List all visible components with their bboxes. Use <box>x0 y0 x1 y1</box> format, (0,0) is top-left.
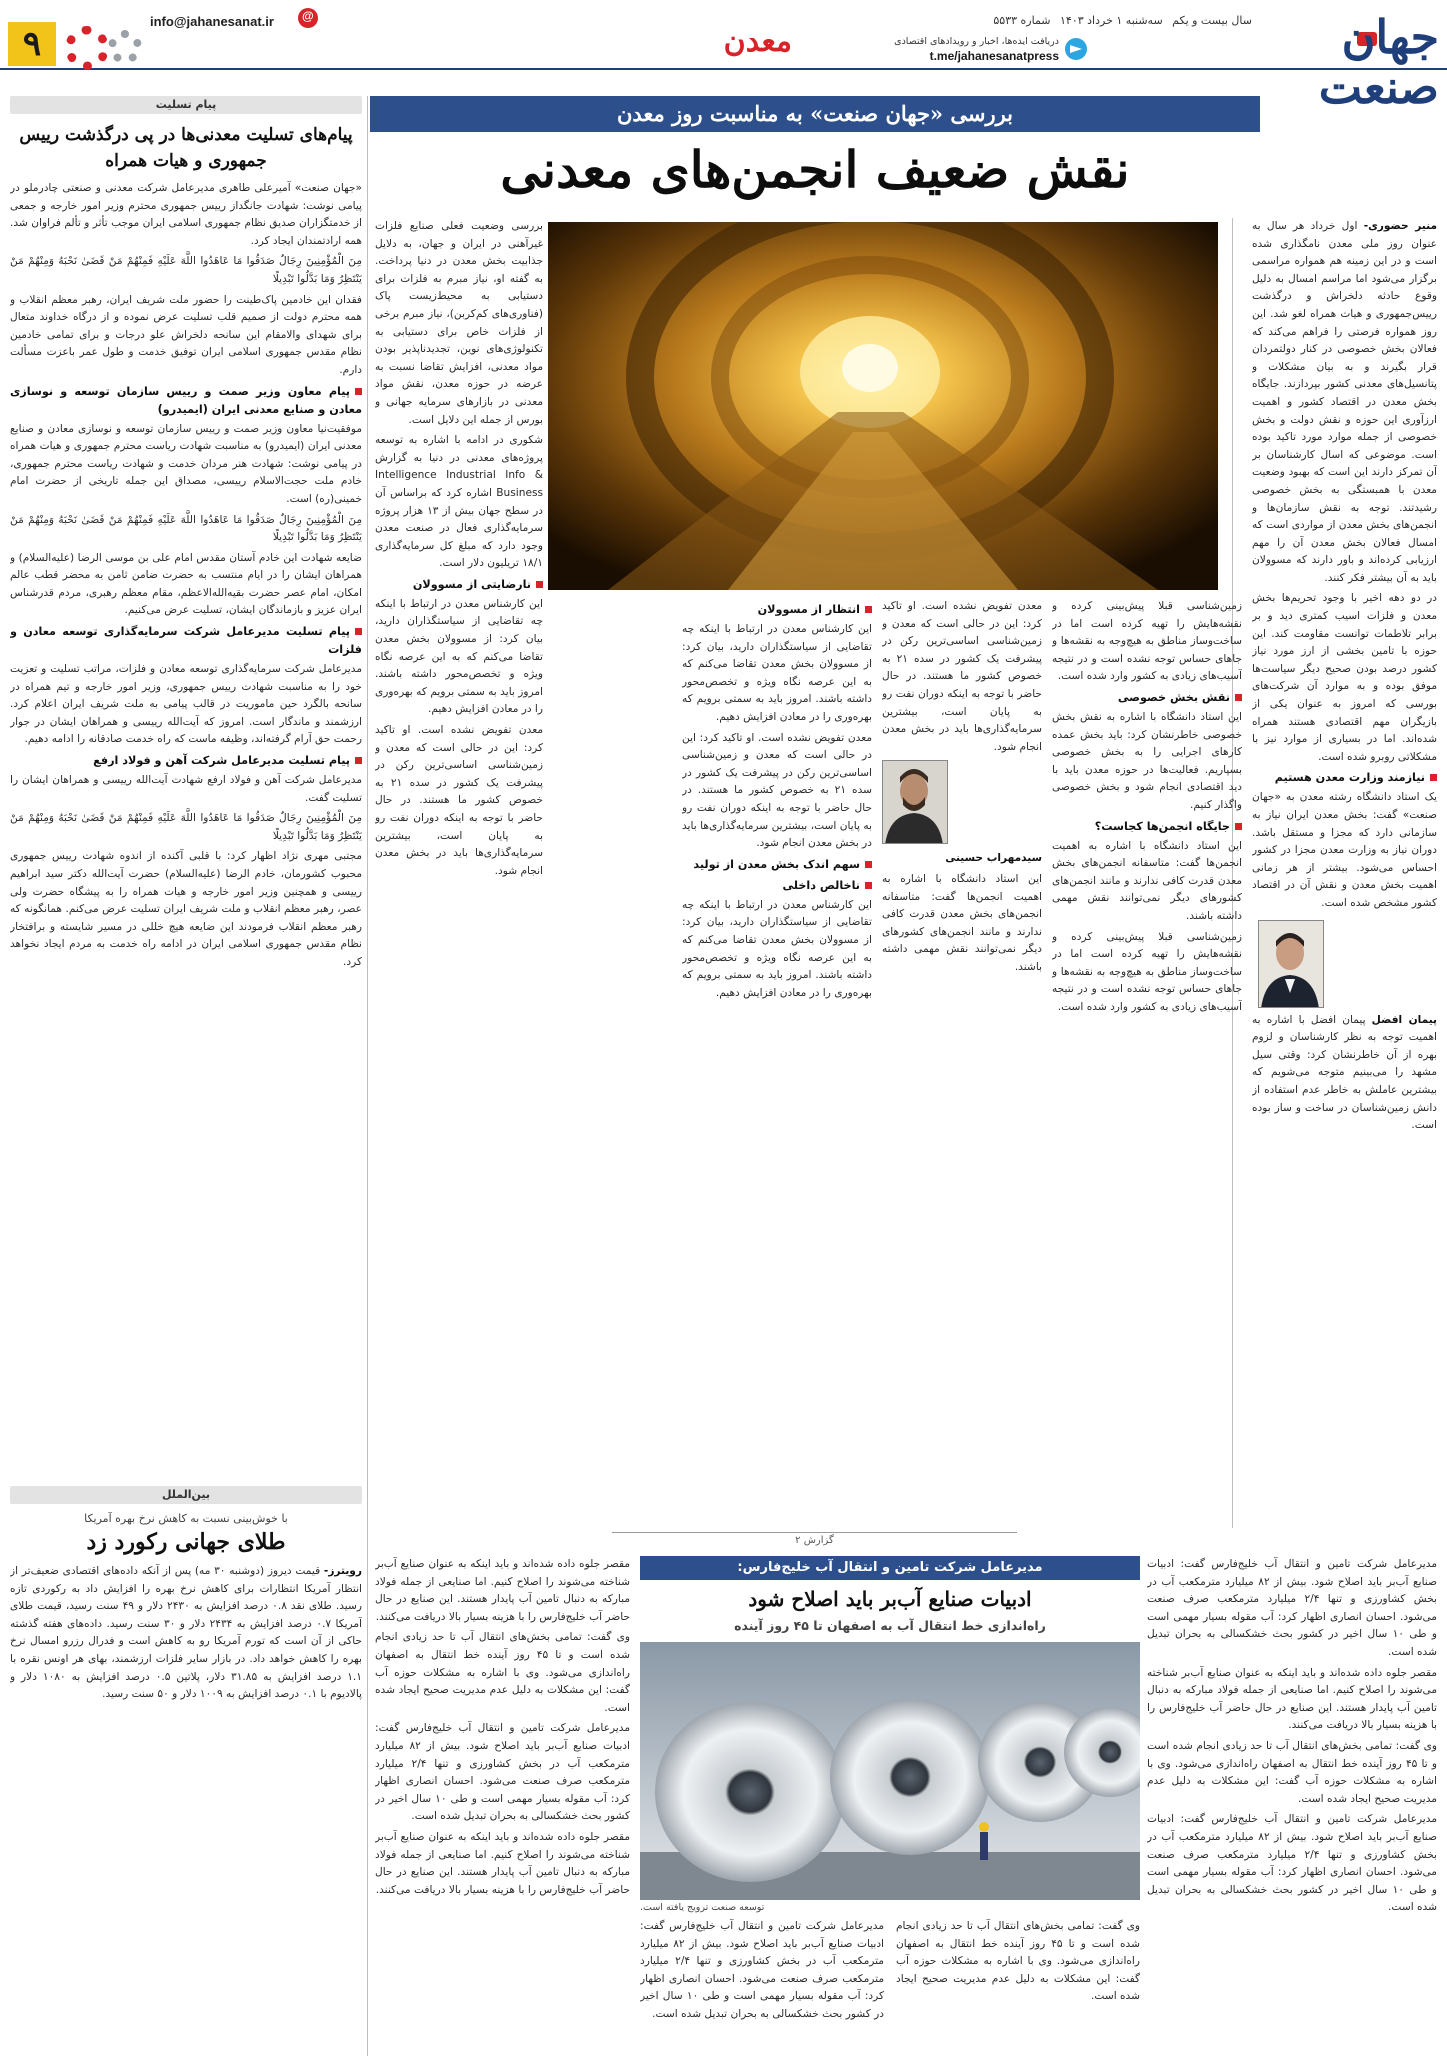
water-kicker: مدیرعامل شرکت تامین و انتقال آب خلیج‌فارس: <box>640 1556 1140 1580</box>
subheading: پیام معاون وزیر صمت و رییس سازمان توسعه و نوسازی معادن و صنایع معدنی ایران (ایمیدرو) <box>10 383 362 419</box>
photo-slot <box>1252 916 1437 1012</box>
gold-title: طلای جهانی رکورد زد <box>86 1529 286 1555</box>
paragraph: مدیرعامل شرکت سرمایه‌گذاری توسعه معادن و فلزات، مراتب تسلیت و تعزیت خود را به مناسبت شهادت رییس جمهوری، وزیر امور خارجه و تیم همراه در سانحه بالگرد حین ماموریت در قالب پیامی به ملت شریف ایران اعلام کرد. ارزشمند و ماندگار است. امروز که آیت‌الله رییسی و همراهان ایشان در جوار رحمت حق آرام گرفته‌اند، وظیفه ماست که راه خدمت صادقانه را ادامه دهیم. <box>10 663 362 746</box>
section-title: معدن <box>723 24 792 59</box>
paragraph <box>1252 218 1437 587</box>
steel-coils-photo <box>640 1642 1140 1900</box>
paragraph: مقصر جلوه داده شده‌اند و باید اینکه به عنوان صنایع آب‌بر شناخته می‌شوند را اصلاح کنیم. اما صنایعی از جمله فولاد مبارکه به دنبال تامین آب پایدار هستند. این صنایع در حال حاضر آب خلیج‌فارس را با هزینه بسیار بالا دریافت می‌کنند. <box>1147 1666 1437 1732</box>
feature-kicker: بررسی «جهان صنعت» به مناسبت روز معدن <box>370 96 1260 132</box>
paragraph: مدیرعامل شرکت تامین و انتقال آب خلیج‌فارس گفت: ادبیات صنایع آب‌بر باید اصلاح شود. بیش از ۸۲ میلیارد مترمکعب آب در بخش کشاورزی و تنها ۲/۴ میلیارد مترمکعب صرف صنعت می‌شود. احسان انصاری اظهار کرد: آب مقوله بسیار مهمی است و طی ۱۰ سال اخیر در کشور بحث خشکسالی به بحران تبدیل شده است. <box>1147 1813 1437 1914</box>
paragraph: مدیرعامل شرکت تامین و انتقال آب خلیج‌فارس گفت: ادبیات صنایع آب‌بر باید اصلاح شود. بیش از ۸۲ میلیارد مترمکعب آب در بخش کشاورزی و تنها ۲/۴ میلیارد مترمکعب صرف صنعت می‌شود. احسان انصاری اظهار کرد: آب مقوله بسیار مهمی است و طی ۱۰ سال اخیر در کشور بحث خشکسالی به بحران تبدیل شده است. <box>375 1722 630 1823</box>
paragraph: زمین‌شناسی قبلا پیش‌بینی کرده و نقشه‌هایش را تهیه کرده است اما در ساخت‌وساز مناطق به هیچ‌وجه به نقشه‌ها و جاهای حساس توجه نشده است و در نتیجه آسیب‌های زیادی به کشور وارد شده است. <box>1052 600 1242 683</box>
quran-verse: مِنَ الْمُؤْمِنِينَ رِجَالٌ صَدَقُوا مَا عَاهَدُوا اللَّهَ عَلَيْهِ فَمِنْهُمْ مَنْ قَضَىٰ نَحْبَهُ وَمِنْهُمْ مَنْ يَنْتَظِرُ وَمَا بَدَّلُوا تَبْدِيلًا <box>10 255 362 285</box>
paragraph: مدیرعامل شرکت تامین و انتقال آب خلیج‌فارس گفت: ادبیات صنایع آب‌بر باید اصلاح شود. بیش از ۸۲ میلیارد مترمکعب آب در بخش کشاورزی و تنها ۲/۴ میلیارد مترمکعب صرف صنعت می‌شود. احسان انصاری اظهار کرد: آب مقوله بسیار مهمی است و طی ۱۰ سال اخیر در کشور بحث خشکسالی به بحران تبدیل شده است. <box>640 1920 885 2020</box>
text: اول خرداد هر سال به عنوان روز ملی معدن نامگذاری شده است و در این زمینه هم همواره مراسمی برگزار می‌شود اما مراسم امسال به دلیل وقوع حادثه دلخراش و درگذشت رییس‌جمهوری و هیات همراه لغو شد. این روز همواره فرصتی را فراهم می‌کند که فعالان بخش خصوصی در کنار دولتمردان قرار بگیرند و به بیان مشکلات و پتانسیل‌های معدنی کشور بپردازند. جایگاه بخش معدن در اقتصاد کشور و اهمیت ارزآوری این حوزه و نقش دولت و بخش خصوصی از جمله موارد مورد تاکید بوده است. موضوعی که اسال کارشناسان بر آن تمرکز دارند این است که بهبود وضعیت معدن با همبستگی به بخش خصوصی رشیدتند. توجه به نقش سازمان‌ها و انجمن‌های بخش معدن از مواردی است که امسال فعالان بخش معدن آن را مهم ارزیابی کرده‌اند و باور دارند که مسوولان باید به آن بیشتر فکر کنند. <box>1252 220 1437 584</box>
water-headline: ادبیات صنایع آب‌بر باید اصلاح شود <box>748 1587 1032 1611</box>
feature-column-1 <box>1252 218 1437 1518</box>
telegram-link[interactable]: t.me/jahanesanatpress <box>929 49 1059 63</box>
subheading: ناخالص داخلی <box>682 877 872 895</box>
quran-verse: مِنَ الْمُؤْمِنِينَ رِجَالٌ صَدَقُوا مَا عَاهَدُوا اللَّهَ عَلَيْهِ فَمِنْهُمْ مَنْ قَضَىٰ نَحْبَهُ وَمِنْهُمْ مَنْ يَنْتَظِرُ وَمَا بَدَّلُوا تَبْدِيلًا <box>10 812 362 842</box>
section-tag: پیام تسلیت <box>10 96 362 114</box>
paragraph: فقدان این خادمین پاک‌طینت را حضور ملت شریف ایران، رهبر معظم انقلاب و همه محترم دولت از صمیم قلب تسلیت عرض نموده و از درگاه خداوند متعال برای شهدای والامقام این سانحه دلخراش علو درجات و برای تمامی خادمین نظام مقدس جمهوری اسلامی ایران توفیق خدمت و طول عمر باعزت مسألت دارم. <box>10 293 362 376</box>
feature-column-2 <box>1052 598 1242 1518</box>
report-label: گزارش ۲ <box>612 1532 1017 1548</box>
issue-date: سه‌شنبه ۱ خرداد ۱۴۰۳ <box>1060 14 1163 27</box>
paragraph <box>10 1563 362 1704</box>
condolence-body <box>10 180 362 972</box>
paragraph: موفقیت‌نیا معاون وزیر صمت و رییس سازمان توسعه و نوسازی معادن و صنایع معدنی ایران (ایمیدرو) به مناسبت شهادت ریاست محترم جمهوری و هیات همراه در پیامی نوشت: شهادت هنر مردان خدمت و شهادت ریاست محترم جمهوری، خادم ملت حجت‌الاسلام رییسی، مصداق این جمله تاریخی از حضرت امام خمینی(ره) است. <box>10 422 362 505</box>
email-address[interactable]: info@jahanesanat.ir <box>150 14 274 29</box>
feature-column-5 <box>375 218 543 1518</box>
subheading: جایگاه انجمن‌ها کجاست؟ <box>1052 818 1242 836</box>
paragraph: شکوری در ادامه با اشاره به توسعه پروژه‌های معدنی در دنیا به گزارش Intelligence Industrial Info & Business اشاره کرد که براساس آن در سطح جهان بیش از ۱۳ هزار پروژه سرمایه‌گذاری فعال در صنعت معدن وجود دارد که مبلغ کل سرمایه‌گذاری ۱۸/۱ تریلیون دلار است. <box>375 434 543 570</box>
paragraph: مجتبی مهری نژاد اظهار کرد: با قلبی آکنده از اندوه شهادت رییس جمهوری محبوب کشورمان، خادم الرضا (علیه‌السلام) حضرت آیت‌الله دکتر سید ابراهیم رییسی و همچنین وزیر امور خارجه و هیات همراه را به پیشگاه حضرت ولی عصر، رهبر معظم انقلاب و ملت شریف ایران تسلیت عرض می‌کنم. همانگونه که رهبر معظم انقلاب فرمودند این ضایعه هیچ خللی در مسیر شایسته و برافتخار نظام مقدس جمهوری اسلامی ایران در ادامه راه خدمت به مردم ایجاد نخواهد کرد. <box>10 850 362 968</box>
logo-text: جهان صنعت <box>1318 10 1439 114</box>
paragraph: این کارشناس معدن در ارتباط با اینکه چه تقاضایی از سیاستگذاران دارید، بیان کرد: از مسوولان بخش معدن تقاضا می‌کنم که به این عرصه نگاه ویژه و تخصص‌محور داشته باشند. امروز باید به سمتی برویم که بهره‌وری را در معادن افزایش دهیم. <box>682 623 872 723</box>
paragraph: زمین‌شناسی قبلا پیش‌بینی کرده و نقشه‌هایش را تهیه کرده است اما در ساخت‌وساز مناطق به هیچ‌وجه به نقشه‌ها و جاهای حساس توجه نشده است و در نتیجه آسیب‌های زیادی به کشور وارد شده است. <box>1052 930 1242 1013</box>
photo-slot <box>882 760 1042 846</box>
feature-column-4 <box>682 598 872 1518</box>
feature-column-3 <box>882 598 1042 1518</box>
paragraph: این استاد دانشگاه با اشاره به نقش بخش خصوصی خاطرنشان کرد: باید بخش عمده کارهای اجرایی را به بخش خصوصی بسپاریم. فعالیت‌ها در حوزه معدن باید با دید اقتصادی انجام شود و بخش خصوصی واگذار کنیم. <box>1052 710 1242 811</box>
condolence-title: پیام‌های تسلیت معدنی‌ها در پی درگذشت رییس جمهوری و هیات همراه <box>19 125 353 171</box>
photo-caption: پیمان افضل <box>1371 1013 1437 1026</box>
gear-red-icon <box>65 26 109 70</box>
feature-headline: نقش ضعیف انجمن‌های معدنی <box>500 140 1130 199</box>
gold-text: قیمت دیروز (دوشنبه ۳۰ مه) پس از آنکه داده‌های اقتصادی ضعیف‌تر از انتظار آمریکا انتظارات برای کاهش نرخ بهره را افزایش داد به رکوردی تازه رسید. طلای نقد ۰.۸ درصد افزایش به ۲۴۳۰ دلار و ۴۹ سنت رسید، قیمت طلای آمریکا ۰.۷ درصد افزایش به ۲۴۳۴ دلار و ۳۰ سنت رسید. داده‌های هفته گذشته حاکی از آن است که تورم آمریکا رو به کاهش است و فدرال رزرو امسال نرخ بهره را کاهش خواهد داد. در بازار سایر فلزات ارزشمند، بهای هر اونس نقره با ۱.۱ درصد افزایش به ۳۱.۸۵ دلار، پلاتین ۰.۵ درصد افزایش به ۱۰۸۰ دلار و پالادیوم با ۰.۱ درصد افزایش به ۱۰۰۹ دلار و ۵۰ سنت رسید. <box>10 1565 362 1701</box>
water-column-bottom <box>640 1918 1140 2058</box>
photo-caption: سیدمهراب حسینی <box>945 852 1042 865</box>
paragraph: مقصر جلوه داده شده‌اند و باید اینکه به عنوان صنایع آب‌بر شناخته می‌شوند را اصلاح کنیم. اما صنایعی از جمله فولاد مبارکه به دنبال تامین آب پایدار هستند. این صنایع در حال حاضر آب خلیج‌فارس را با هزینه بسیار بالا دریافت می‌کنند. <box>375 1558 630 1623</box>
paragraph: این استاد دانشگاه با اشاره به اهمیت انجمن‌ها گفت: متاسفانه انجمن‌های بخش معدن قدرت کافی ندارند و مانند انجمن‌های کشورهای دیگر نمی‌توانند نقش مهمی داشته باشند. <box>882 872 1042 973</box>
paragraph: وی گفت: تمامی بخش‌های انتقال آب تا حد زیادی انجام شده است و تا ۴۵ روز آینده خط انتقال به اصفهان راه‌اندازی می‌شود. وی با اشاره به مشکلات حوزه آب گفت: این مشکلات به دلیل عدم مدیریت صحیح ایجاد شده است. <box>1147 1739 1437 1805</box>
subheading: پیام تسلیت مدیرعامل شرکت آهن و فولاد ارفع <box>10 752 362 770</box>
photo-caption: توسعه صنعت ترویج یافته است. <box>640 1902 765 1913</box>
paragraph: بررسی وضعیت فعلی صنایع فلزات غیرآهنی در ایران و جهان، به دلایل جذابیت بخش معدن در دنیا پرداخت. به گفته او، نیاز مبرم به فلزات برای دستیابی به محیط‌زیست پاک (فناوری‌های کم‌کربن)، نیاز مبرم برخی از فلزات خاص برای دستیابی به تکنولوژی‌های نوین، تجدیدناپذیر بودن مواد معدنی، افزایش تقاضا نسبت به عرضه در حوزه معدن، نقش مواد معدنی در بازارهای سرمایه جهانی و بورس از جمله این دلایل است. <box>375 220 543 426</box>
author-name: منیر حضوری- <box>1363 220 1437 232</box>
page-number: ۹ <box>8 22 56 66</box>
section-tag: بین‌الملل <box>10 1486 362 1504</box>
newspaper-logo[interactable] <box>1269 10 1439 114</box>
water-column-left <box>375 1556 630 2056</box>
paragraph: این کارشناس معدن در ارتباط با اینکه چه تقاضایی از سیاستگذاران دارید، بیان کرد: از مسوولان بخش معدن تقاضا می‌کنم که به این عرصه نگاه ویژه و تخصص‌محور داشته باشند. امروز باید به سمتی برویم که بهره‌وری را در معادن افزایش دهیم. <box>682 898 872 999</box>
subheading: نارضایتی از مسوولان <box>375 576 543 594</box>
telegram-caption: دریافت ایده‌ها، اخبار و رویدادهای اقتصادی <box>894 36 1059 47</box>
gear-icon <box>108 30 142 64</box>
paragraph: یک استاد دانشگاه رشته معدن به «جهان صنعت» گفت: بخش معدن ایران نیاز به سازمانی دارد که مجزا و مستقل باشد. دوران نیاز به وزارت معدن مجزا در کشور احساس می‌شود. بیشتر از هر زمانی اهمیت بخش معدن و نقش آن در اقتصاد کشور مشخص شده است. <box>1252 791 1437 909</box>
issue-number: شماره ۵۵۳۳ <box>993 14 1051 27</box>
issue-year: سال بیست و یکم <box>1172 14 1252 27</box>
paragraph: این استاد دانشگاه با اشاره به اهمیت انجمن‌ها گفت: متاسفانه انجمن‌های بخش معدن قدرت کافی ندارند و مانند انجمن‌های کشورهای دیگر نمی‌توانند نقش مهمی داشته باشند. <box>1052 839 1242 922</box>
paragraph: «جهان صنعت» آمیرعلی طاهری مدیرعامل شرکت معدنی و صنعتی چادرملو در پیامی نوشت: شهادت جانگداز رییس جمهوری محترم وزیر امور خارجه و جمعی از خدمتگزاران صدیق نظام جمهوری اسلامی ایران موجب تأثر و تألم فراوان شد. همه ارادتمندان ایجاد کرد. <box>10 182 362 247</box>
mine-tunnel-photo <box>548 222 1218 590</box>
gold-article <box>10 1486 362 2056</box>
source-name: رویترز- <box>323 1565 362 1577</box>
paragraph: این کارشناس معدن در ارتباط با اینکه چه تقاضایی از سیاستگذاران دارید، بیان کرد: از مسوولان بخش معدن تقاضا می‌کنم که به این عرصه نگاه ویژه و تخصص‌محور داشته باشند. امروز باید به سمتی برویم که بهره‌وری را در معادن افزایش دهیم. <box>375 597 543 716</box>
telegram-promo[interactable] <box>847 36 1087 64</box>
gold-body <box>10 1563 362 1704</box>
subheading: نیازمند وزارت معدن هستیم <box>1252 769 1437 787</box>
paragraph: معدن تفویض نشده است. او تاکید کرد: این در حالی است که معدن و زمین‌شناسی اساسی‌ترین رکن در پیشرفت یک کشور در سده ۲۱ به خصوص کشور ما هستند. در حال حاضر با توجه به اینکه دوران نفت رو به پایان است، بیشترین سرمایه‌گذاری‌ها باید در بخش معدن انجام شود. <box>882 600 1042 753</box>
water-subheadline: راه‌اندازی خط انتقال آب به اصفهان تا ۴۵ روز آینده <box>734 1618 1046 1633</box>
issue-info <box>987 14 1252 27</box>
paragraph: معدن تفویض نشده است. او تاکید کرد: این در حالی است که معدن و زمین‌شناسی اساسی‌ترین رکن در پیشرفت یک کشور در سده ۲۱ به خصوص کشور ما هستند. در حال حاضر با توجه به اینکه دوران نفت رو به پایان است، بیشترین سرمایه‌گذاری‌ها باید در بخش معدن انجام شود. <box>682 731 872 850</box>
gold-kicker: با خوش‌بینی نسبت به کاهش نرخ بهره آمریکا <box>84 1512 288 1525</box>
text: پیمان افضل با اشاره به اهمیت توجه به نظر کارشناسان و لزوم بهره از آن خاطرنشان کرد: وقتی سیل مشهد را می‌بینیم متوجه می‌شویم که بیشترین عاملش به خاطر عدم استفاده از دانش زمین‌شناسان در ساخت و ساز بوده است. <box>1252 1013 1437 1132</box>
water-column-right <box>1147 1556 1437 2056</box>
subheading: نقش بخش خصوصی <box>1052 689 1242 707</box>
interviewee-photo <box>1258 920 1324 1008</box>
telegram-icon <box>1065 38 1087 60</box>
subheading: سهم اندک بخش معدن از تولید <box>682 856 872 874</box>
paragraph: وی گفت: تمامی بخش‌های انتقال آب تا حد زیادی انجام شده است و تا ۴۵ روز آینده خط انتقال به اصفهان راه‌اندازی می‌شود. وی با اشاره به مشکلات حوزه آب گفت: این مشکلات به دلیل عدم مدیریت صحیح ایجاد شده است. <box>896 1920 1140 2003</box>
paragraph: مقصر جلوه داده شده‌اند و باید اینکه به عنوان صنایع آب‌بر شناخته می‌شوند را اصلاح کنیم. اما صنایعی از جمله فولاد مبارکه به دنبال تامین آب پایدار هستند. این صنایع در حال حاضر آب خلیج‌فارس را با هزینه بسیار بالا دریافت می‌کنند. <box>375 1830 630 1896</box>
subheading: پیام تسلیت مدیرعامل شرکت سرمایه‌گذاری توسعه معادن و فلزات <box>10 623 362 659</box>
paragraph: در دو دهه اخیر با وجود تحریم‌ها بخش معدن و فلزات اسیب کمتری دید و بر برابر تلاطمات توانست مقاومت کند. این حوزه با تامین بخشی از ارز مورد نیاز کشور درصد بودن صحیح دیگر سیاست‌ها موفق بوده و به موارد آن شرکت‌های بورسی که امروز به عنوان یکی از بازیگران مهم اقتصادی هستند همراه شده‌اند. اما در بسیاری از موارد نیز با مشکلاتی روبرو شده است. <box>1252 592 1437 763</box>
paragraph <box>1252 1012 1437 1135</box>
interviewee-photo <box>882 760 948 844</box>
email-icon <box>298 8 318 28</box>
paragraph: مدیرعامل شرکت تامین و انتقال آب خلیج‌فارس گفت: ادبیات صنایع آب‌بر باید اصلاح شود. بیش از ۸۲ میلیارد مترمکعب آب در بخش کشاورزی و تنها ۲/۴ میلیارد مترمکعب صرف صنعت می‌شود. احسان انصاری اظهار کرد: آب مقوله بسیار مهمی است و طی ۱۰ سال اخیر در کشور بحث خشکسالی به بحران تبدیل شده است. <box>1147 1558 1437 1658</box>
paragraph: وی گفت: تمامی بخش‌های انتقال آب تا حد زیادی انجام شده است و تا ۴۵ روز آینده خط انتقال به اصفهان راه‌اندازی می‌شود. وی با اشاره به مشکلات حوزه آب گفت: این مشکلات به دلیل عدم مدیریت صحیح ایجاد شده است. <box>375 1631 630 1714</box>
paragraph: مدیرعامل شرکت آهن و فولاد ارفع شهادت آیت‌الله رییسی و همراهان ایشان را تسلیت گفت. <box>10 774 362 804</box>
quran-verse: مِنَ الْمُؤْمِنِينَ رِجَالٌ صَدَقُوا مَا عَاهَدُوا اللَّهَ عَلَيْهِ فَمِنْهُمْ مَنْ قَضَىٰ نَحْبَهُ وَمِنْهُمْ مَنْ يَنْتَظِرُ وَمَا بَدَّلُوا تَبْدِيلًا <box>10 513 362 544</box>
condolence-section <box>10 96 362 1479</box>
column-divider <box>367 96 368 2056</box>
paragraph <box>882 850 1042 868</box>
subheading: انتظار از مسوولان <box>682 601 872 619</box>
paragraph: ضایعه شهادت این خادم آستان مقدس امام علی بن موسی الرضا (علیه‌السلام) و همراهان ایشان را در ایام منتسب به حضرت ضامن ثامن به محضر قطب عالم امکان، امام عصر حضرت بقیه‌الله‌الاعظم، مقام معظم رهبری، مردم قدرشناس ایران عزیز و بازماندگان ایشان، تسلیت عرض می‌کنیم. <box>10 551 362 617</box>
paragraph: معدن تفویض نشده است. او تاکید کرد: این در حالی است که معدن و زمین‌شناسی اساسی‌ترین رکن در پیشرفت یک کشور در سده ۲۱ به خصوص کشور ما هستند. در حال حاضر با توجه به اینکه دوران نفت رو به پایان است، بیشترین سرمایه‌گذاری‌ها باید در بخش معدن انجام شود. <box>375 724 543 877</box>
